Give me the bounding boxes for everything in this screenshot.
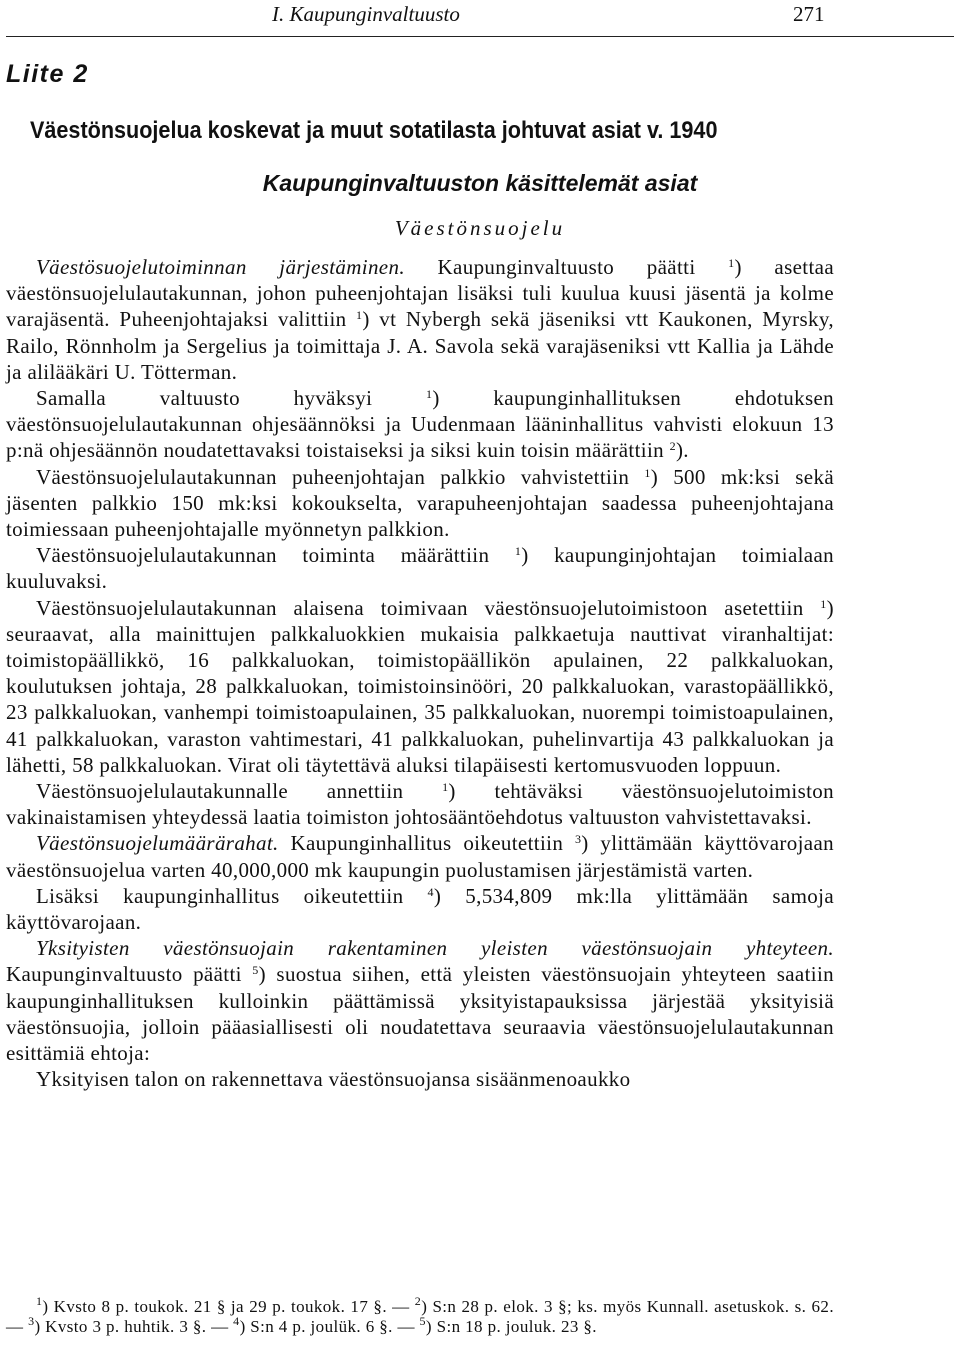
page-title: Väestönsuojelua koskevat ja muut sotatilasta johtuvat asiat v. 1940 <box>30 117 718 144</box>
header-rule <box>6 36 954 37</box>
paragraph-text: Samalla valtuusto hyväksyi <box>36 386 426 411</box>
footnotes <box>6 1294 834 1336</box>
appendix-label: Liite 2 <box>6 60 89 88</box>
paragraph <box>6 883 834 935</box>
paragraph-text: Kaupunginvaltuusto päätti <box>404 255 729 279</box>
footnote-text <box>6 1294 834 1336</box>
running-head-chapter: I. Kaupunginvaltuusto <box>272 2 460 26</box>
footnote-part: ) Kvsto 3 p. huhtik. 3 §. — <box>34 1316 234 1336</box>
paragraph-lead: Väestönsuojelumäärärahat. <box>36 831 279 856</box>
paragraph <box>6 464 834 543</box>
footnote-ref: 1 <box>728 256 735 270</box>
footnote-ref: 1 <box>644 465 651 480</box>
footnote-ref: 1 <box>356 308 363 323</box>
paragraph <box>6 254 834 385</box>
paragraph-text: Kaupunginvaltuusto päätti <box>6 962 253 987</box>
paragraph-text: ) vt Nybergh sekä jäseniksi vtt Kaukonen, Myrsky, Railo, Rönnholm ja Sergelius ja toimittaja J. A. Savola sekä varajäseniksi vtt Kallia ja Lähde ja alilääkäri U. Tötterman. <box>6 307 834 384</box>
paragraph-text: Väestönsuojelulautakunnan alaisena toimivaan väestönsuojelutoimistoon asetettiin <box>36 595 821 620</box>
footnote-number: 5 <box>419 1313 426 1328</box>
footnote-ref: 3 <box>574 832 582 847</box>
paragraph-text: ) 500 mk:ksi sekä jäsenten palkkio 150 mk:ksi kokoukselta, varapuheenjohtajan saadessa puheenjohtajana toimiessaan puheenjohtajalle myönnetyn palkkion. <box>6 464 834 542</box>
document-body <box>6 254 834 1093</box>
paragraph <box>6 778 834 830</box>
paragraph-text: Väestönsuojelulautakunnalle annettiin <box>36 779 443 804</box>
footnote-number: 3 <box>28 1313 35 1328</box>
footnote-part: ) Kvsto 8 p. toukok. 21 § ja 29 p. toukok. 17 §. — <box>42 1297 415 1316</box>
paragraph-text: Väestönsuojelulautakunnan puheenjohtajan palkkio vahvistettiin <box>36 464 645 489</box>
paragraph <box>6 385 834 464</box>
paragraph-text: Yksityisen talon on rakennettava väestönsuojansa sisäänmenoaukko <box>36 1067 631 1092</box>
footnote-part: ) S:n 4 p. joulük. 6 §. — <box>239 1316 420 1336</box>
footnote-number: 4 <box>233 1313 240 1328</box>
paragraph <box>6 935 834 1066</box>
paragraph-lead: Väestösuojelutoiminnan järjestäminen. <box>36 255 405 279</box>
paragraph-text: ) ylittämään käyttövarojaan väestönsuojelua varten 40,000,000 mk kaupungin puolustamisen järjestämistä varten. <box>6 831 834 882</box>
footnote-part: ) S:n 18 p. jouluk. 23 §. <box>425 1316 597 1336</box>
footnote-part: ) S:n 28 p. elok. 3 §; ks. myös Kunnall. asetuskok. s. 62. — <box>6 1297 834 1336</box>
section-heading: Väestönsuojelu <box>394 216 566 240</box>
page-subtitle: Kaupunginvaltuuston käsittelemät asiat <box>262 170 698 196</box>
paragraph-text: ) seuraavat, alla mainittujen palkkaluokkien mukaisia palkkaetuja nauttivat viranhaltijat: toimistopäällikkö, 16 palkkaluokan, toimistopäällikön apulainen, 22 palkkaluokan, koulutuksen johtaja, 28 palkkaluokan, toimistoinsinööri, 20 palkkaluokan, varastopäällikkö, 23 palkkaluokan, vanhempi toimistoapulainen, 35 palkkaluokan, nuorempi toimistoapulainen, 41 palkkaluokan, varaston vahtimestari, 41 palkkaluokan, puhelinvartija 43 palkkaluokan ja lähetti, 58 palkkaluokan. Virat oli täytettävä aluksi tilapäisesti kertomusvuoden loppuun. <box>6 595 834 777</box>
paragraph-text: Lisäksi kaupunginhallitus oikeutettiin <box>36 883 428 908</box>
footnote-ref: 4 <box>427 884 434 899</box>
footnote-number: 1 <box>36 1294 43 1308</box>
paragraph <box>6 595 834 778</box>
paragraph-text: ) tehtäväksi väestönsuojelutoimiston vakinaistamisen yhteydessä laatia toimiston johtosääntöehdotus valtuuston vahvistettavaksi. <box>6 779 834 830</box>
paragraph-text: ) asettaa väestönsuojelulautakunnan, johon puheenjohtajan lisäksi tuli kuulua kuusi jäsentä ja kolme varajäsentä. Puheenjohtajaksi valittiin <box>6 255 834 332</box>
footnote-ref: 5 <box>252 963 259 978</box>
footnote-number: 2 <box>414 1294 422 1308</box>
paragraph-lead: Yksityisten väestönsuojain rakentaminen yleisten väestönsuojain yhteyteen. <box>36 936 834 961</box>
paragraph <box>6 830 834 882</box>
paragraph <box>6 542 834 594</box>
paragraph-text: ) 5,534,809 mk:lla ylittämään samoja käyttövarojaan. <box>6 883 834 935</box>
paragraph-text: Kaupunginhallitus oikeutettiin <box>278 831 575 856</box>
footnote-ref: 1 <box>425 387 433 402</box>
paragraph-text: ). <box>675 438 689 463</box>
page-number: 271 <box>793 2 825 26</box>
footnote-ref: 1 <box>820 596 827 611</box>
paragraph <box>6 1066 834 1092</box>
footnote-ref: 1 <box>514 544 522 559</box>
footnote-ref: 2 <box>669 439 676 454</box>
paragraph-text: ) suostua siihen, että yleisten väestönsuojain yhteyteen saatiin kaupunginhallituksen kulloinkin päättämissä yksityistapauksissa järjestää yksityisiä väestönsuojia, jolloin pääasiallisesti oli noudatettava seuraavia väestönsuojelulautakunnan esittämiä ehtoja: <box>6 962 834 1066</box>
paragraph-text: ) kaupunginjohtajan toimialaan kuuluvaksi. <box>6 543 834 594</box>
paragraph-text: ) kaupunginhallituksen ehdotuksen väestönsuojelulautakunnan ohjesäännöksi ja Uudenmaan lääninhallitus vahvisti elokuun 13 p:nä ohjesäännön noudatettavaksi toistaiseksi ja siksi kuin toisin määrättiin <box>6 386 834 463</box>
footnote-ref: 1 <box>442 780 449 795</box>
running-head <box>0 0 960 30</box>
paragraph-text: Väestönsuojelulautakunnan toiminta määrättiin <box>36 543 515 568</box>
